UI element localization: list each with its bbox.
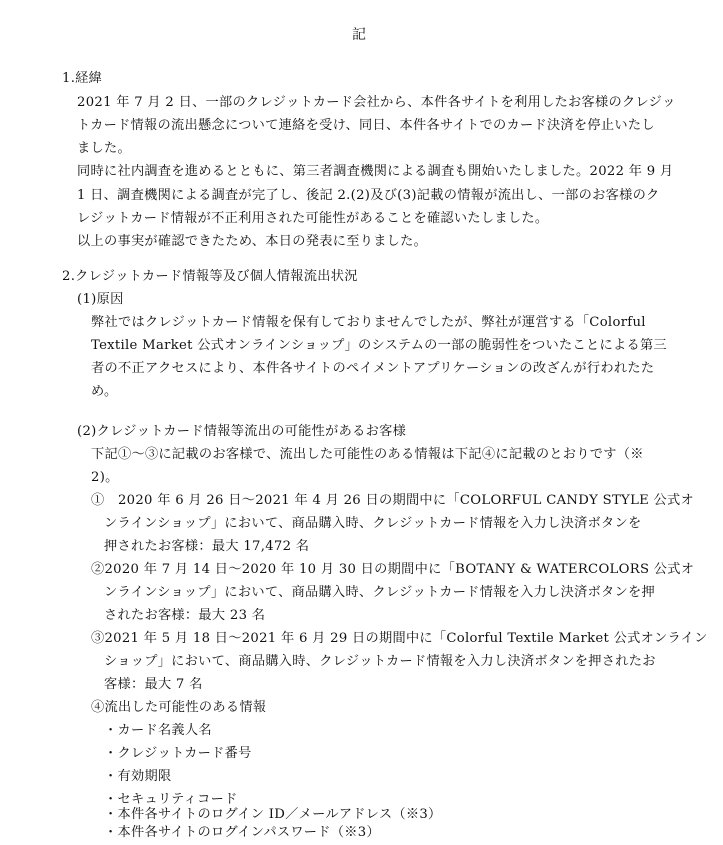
subsection-2-heading: (2)クレジットカード情報等流出の可能性があるお客様	[77, 424, 407, 439]
paragraph-line: レジットカード情報が不正利用された可能性があることを確認いたしました。	[77, 211, 549, 226]
paragraph-line: 2)。	[91, 470, 119, 485]
list-item-3-line: ③2021 年 5 月 18 日～2021 年 6 月 29 日の期間中に「Colorful Textile Market 公式オンライン	[91, 631, 708, 646]
list-item-1-line: ンラインショップ」において、商品購入時、クレジットカード情報を入力し決済ボタンを	[104, 516, 642, 531]
list-item-3-line: 客様：最大 7 名	[104, 677, 203, 692]
document-title: 記	[352, 27, 367, 43]
list-item-1-line: 押されたお客様：最大 17,472 名	[104, 539, 310, 554]
bullet-item: ・カード名義人名	[104, 723, 212, 738]
paragraph-line: トカード情報の流出懸念について連絡を受け、同日、本件各サイトでのカード決済を停止いたし	[77, 118, 655, 133]
bullet-item: ・クレジットカード番号	[104, 746, 252, 761]
paragraph-line: 1 日、調査機関による調査が完了し、後記 2.(2)及び(3)記載の情報が流出し、一部のお客様のク	[77, 188, 660, 203]
paragraph-line: 2021 年 7 月 2 日、一部のクレジットカード会社から、本件各サイトを利用したお客様のクレジッ	[77, 95, 676, 110]
subsection-1-heading: (1)原因	[77, 292, 124, 307]
paragraph-line: 同時に社内調査を進めるとともに、第三者調査機関による調査も開始いたしました。2022 年 9 月	[77, 164, 674, 179]
list-item-2-line: ンラインショップ」において、商品購入時、クレジットカード情報を入力し決済ボタンを押	[104, 585, 656, 600]
list-item-2-line: されたお客様：最大 23 名	[104, 608, 266, 623]
bullet-item: ・本件各サイトのログイン ID／メールアドレス（※3）	[104, 807, 442, 822]
paragraph-line: Textile Market 公式オンラインショップ」のシステムの一部の脆弱性をついたことによる第三	[91, 338, 667, 353]
list-item-2-line: ②2020 年 7 月 14 日～2020 年 10 月 30 日の期間中に「BOTANY & WATERCOLORS 公式オ	[91, 562, 695, 577]
paragraph-line: 者の不正アクセスにより、本件各サイトのペイメントアプリケーションの改ざんが行われたた	[91, 361, 655, 376]
list-item-4-heading: ④流出した可能性のある情報	[91, 700, 267, 715]
bullet-item: ・本件各サイトのログインパスワード（※3）	[104, 825, 380, 840]
paragraph-line: 弊社ではクレジットカード情報を保有しておりませんでしたが、弊社が運営する「Colorful	[91, 315, 646, 330]
section-2-heading: 2.クレジットカード情報等及び個人情報流出状況	[62, 269, 358, 284]
paragraph-line: 以上の事実が確認できたため、本日の発表に至りました。	[77, 234, 428, 249]
list-item-1-line: ① 2020 年 6 月 26 日～2021 年 4 月 26 日の期間中に「COLORFUL CANDY STYLE 公式オ	[91, 493, 695, 508]
paragraph-line: 下記①～③に記載のお客様で、流出した可能性のある情報は下記④に記載のとおりです（※	[91, 447, 644, 462]
bullet-item: ・セキュリティコード	[104, 792, 238, 807]
bullet-item: ・有効期限	[104, 769, 172, 784]
paragraph-line: め。	[91, 384, 118, 399]
list-item-3-line: ショップ」において、商品購入時、クレジットカード情報を入力し決済ボタンを押されたお	[104, 654, 656, 669]
section-1-heading: 1.経緯	[62, 71, 103, 86]
paragraph-line: ました。	[77, 141, 131, 156]
